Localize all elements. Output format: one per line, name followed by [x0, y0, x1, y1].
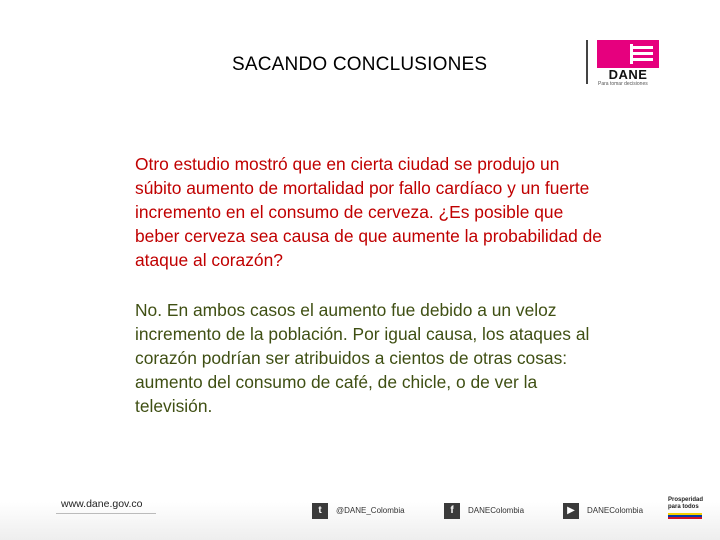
footer-url[interactable]: www.dane.gov.co [61, 498, 143, 510]
youtube-label: DANEColombia [587, 506, 644, 515]
answer-paragraph: No. En ambos casos el aumento fue debido a un veloz incremento de la población. Por igual causa, los ataques al corazón podrían ser atribuidos a cientos de otras cosas: aumento del consumo de café, de chicle, o de ver la televisión. [135, 300, 590, 416]
slide-title: SACANDO CONCLUSIONES [232, 54, 488, 75]
logo-tagline: Para tomar decisiones [598, 81, 648, 87]
twitter-label: @DANE_Colombia [336, 506, 405, 515]
facebook-icon: f [444, 503, 460, 519]
dane-logo [597, 40, 659, 90]
facebook-label: DANEColombia [468, 506, 525, 515]
header-divider [586, 40, 588, 84]
question-paragraph: Otro estudio mostró que en cierta ciudad se produjo un súbito aumento de mortalidad por fallo cardíaco y un fuerte incremento en el consumo de cerveza. ¿Es posible que beber cerveza sea causa de que aumente la probabilidad de ataque al corazón? [135, 154, 602, 270]
badge-text: Prosperidad para todos [668, 497, 704, 510]
footer-rule [56, 513, 156, 514]
prosperidad-badge [668, 497, 702, 521]
dane-logo-icon [597, 40, 659, 68]
flag-stripe-red [668, 517, 702, 519]
footer [0, 490, 720, 540]
logo-wordmark: DANE [608, 67, 648, 82]
youtube-icon: ▶ [563, 503, 579, 519]
twitter-icon: t [312, 503, 328, 519]
